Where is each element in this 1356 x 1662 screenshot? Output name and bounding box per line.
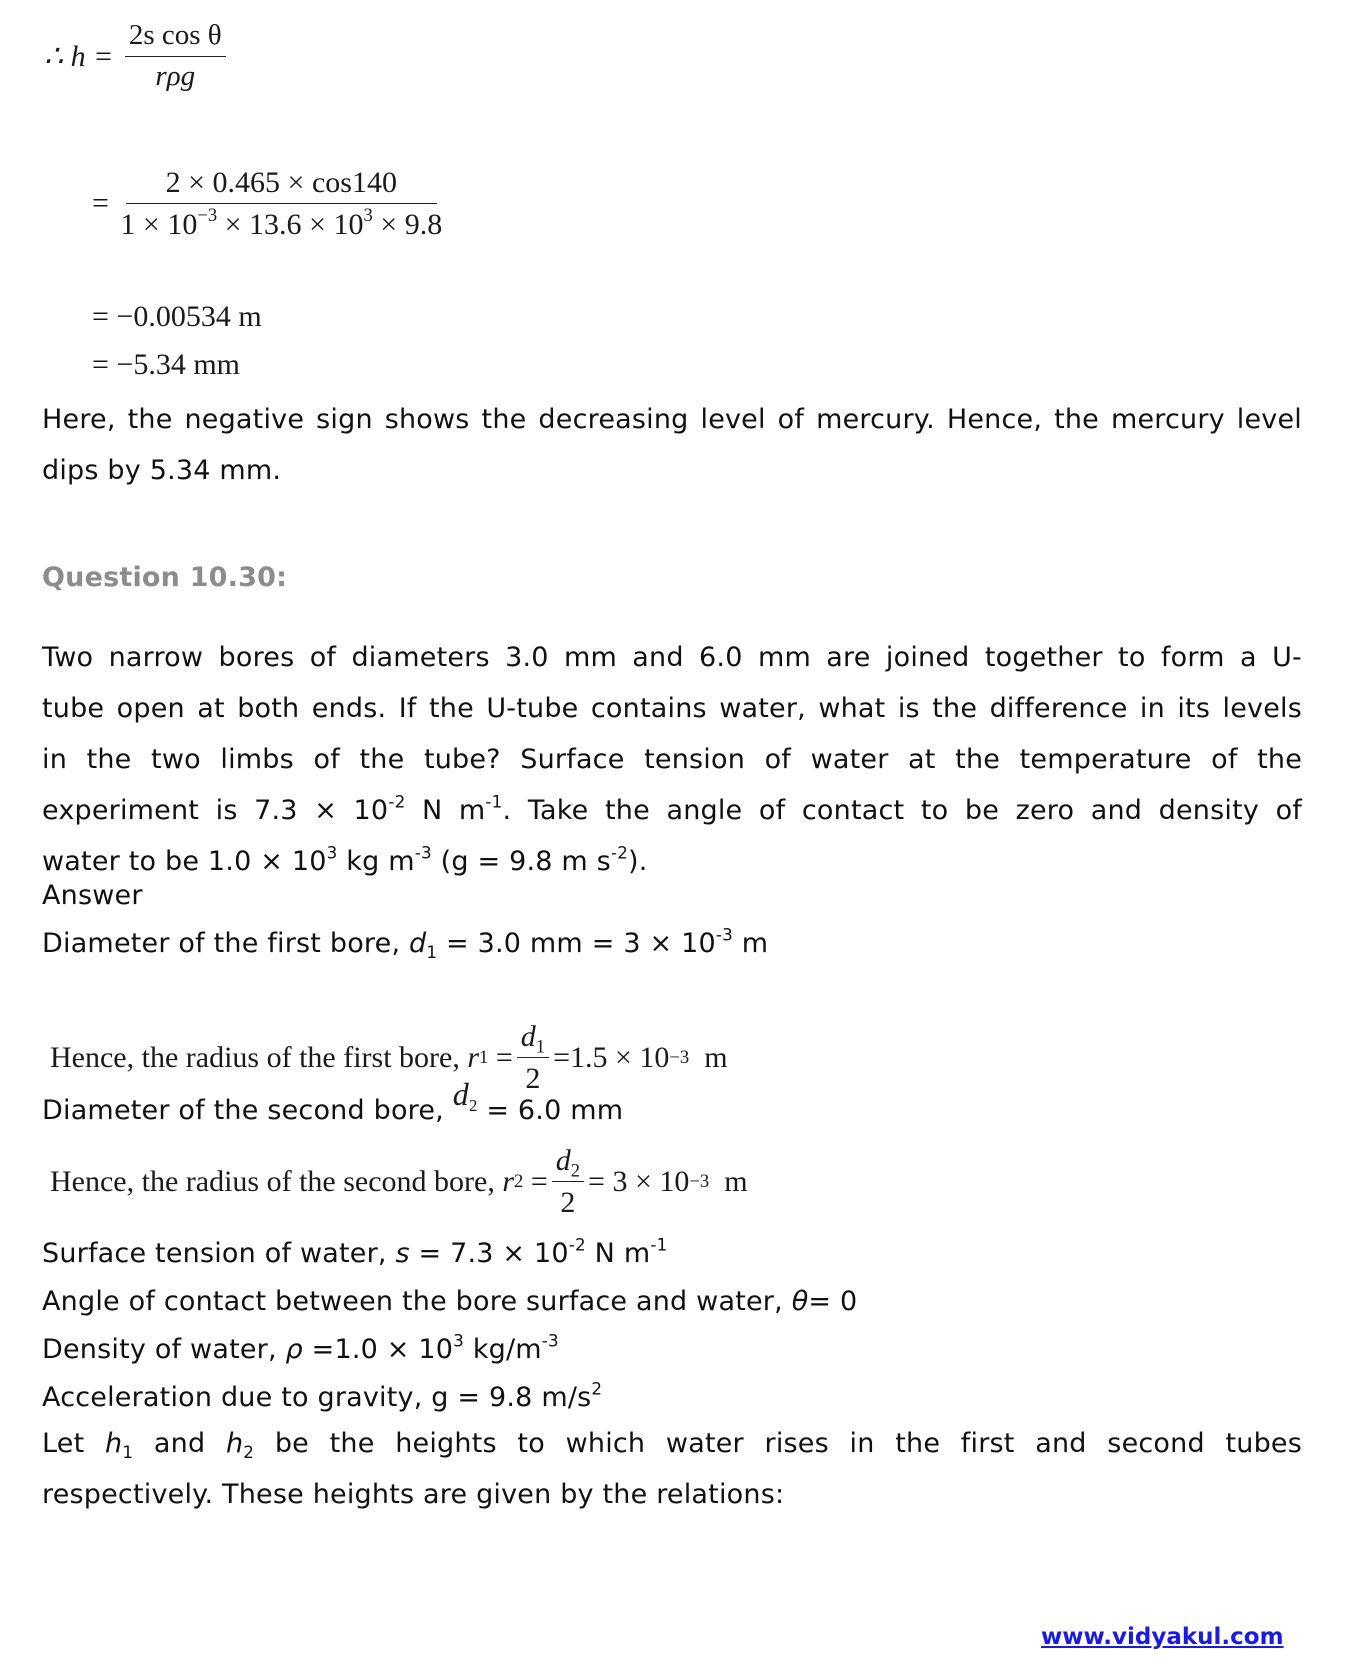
text-run: water to be 1.0 × 10 bbox=[42, 846, 327, 877]
exponent: -2 bbox=[568, 1234, 586, 1255]
denominator-part: 1 × 10 bbox=[120, 208, 198, 241]
equation-h-formula bbox=[44, 20, 226, 93]
exponent: 3 bbox=[363, 204, 373, 226]
fraction bbox=[116, 166, 446, 241]
fraction-numerator: 2 × 0.465 × cos140 bbox=[126, 166, 437, 204]
first-bore-radius: Hence, the radius of the first bore, r 1 = $\frac{d_1}{2}$ =1.5 × 10 −3 m bbox=[50, 1020, 728, 1095]
exponent: -3 bbox=[541, 1330, 559, 1351]
exponent: 3 bbox=[326, 842, 338, 863]
text-line bbox=[42, 842, 648, 877]
text-run: Angle of contact between the bore surface and water, bbox=[42, 1286, 792, 1317]
text-line: dips by 5.34 mm. bbox=[42, 455, 282, 486]
equation-lhs: ∴ h = bbox=[44, 39, 114, 73]
variable: d bbox=[409, 928, 427, 959]
denominator-part: × 13.6 × 10 bbox=[217, 208, 364, 241]
exponent: −3 bbox=[197, 204, 218, 226]
text-run: . Take the angle of contact to be zero and density of bbox=[502, 795, 1303, 826]
text-run: Hence, the radius of the first bore, bbox=[50, 1040, 468, 1074]
equation-h-values bbox=[92, 166, 446, 241]
surface-tension-line bbox=[42, 1234, 668, 1269]
first-bore-diameter bbox=[42, 924, 769, 962]
text-run: ). bbox=[628, 846, 648, 877]
result-millimeters: = −5.34 mm bbox=[92, 348, 241, 381]
text-run: experiment is 7.3 × 10 bbox=[42, 795, 389, 826]
exponent: -2 bbox=[388, 791, 406, 812]
exponent: 3 bbox=[453, 1330, 465, 1351]
denominator-part: × 9.8 bbox=[372, 208, 443, 241]
text-run: = 3.0 mm = 3 × 10 bbox=[437, 928, 716, 959]
subscript: 2 bbox=[243, 1441, 255, 1462]
fraction-numerator bbox=[552, 1144, 584, 1182]
variable: r bbox=[467, 1040, 480, 1074]
subscript: 1 bbox=[535, 1036, 546, 1058]
text-run: N m bbox=[585, 1238, 651, 1269]
exponent: -1 bbox=[485, 791, 503, 812]
fraction bbox=[125, 20, 226, 93]
text-line: Two narrow bores of diameters 3.0 mm and 6.0 mm are joined together to form a U- bbox=[42, 642, 1302, 673]
fraction-denominator bbox=[116, 204, 446, 241]
equals-sign: = bbox=[523, 1164, 548, 1198]
text-run: m bbox=[709, 1164, 748, 1198]
subscript: 1 bbox=[426, 941, 438, 962]
text-line bbox=[42, 1418, 1302, 1469]
text-line: in the two limbs of the tube? Surface tension of water at the temperature of the bbox=[42, 744, 1302, 775]
text-run: N m bbox=[405, 795, 486, 826]
text-run: Let bbox=[42, 1428, 106, 1459]
text-line: Here, the negative sign shows the decreasing level of mercury. Hence, the mercury level bbox=[42, 404, 1302, 435]
text-run: kg/m bbox=[464, 1334, 542, 1365]
result-meters: = −0.00534 m bbox=[92, 300, 262, 333]
variable: s bbox=[395, 1238, 410, 1269]
density-line bbox=[42, 1330, 559, 1365]
fraction-denominator: rρg bbox=[155, 59, 196, 92]
heights-paragraph bbox=[42, 1418, 1302, 1520]
second-bore-radius: Hence, the radius of the second bore, r 2 = $\frac{d_2}{2}$ = 3 × 10 −3 m bbox=[50, 1144, 748, 1219]
exponent: -2 bbox=[610, 842, 629, 863]
gravity-line bbox=[42, 1378, 603, 1413]
equals-sign: = bbox=[488, 1040, 513, 1074]
variable: h bbox=[105, 1428, 123, 1459]
variable: d bbox=[452, 1076, 469, 1112]
variable: r bbox=[502, 1164, 515, 1198]
conclusion-paragraph bbox=[42, 394, 1302, 496]
text-run: Surface tension of water, bbox=[42, 1238, 396, 1269]
fraction-denominator: 2 bbox=[560, 1186, 576, 1219]
exponent: 2 bbox=[591, 1378, 603, 1399]
fraction-numerator: 2s cos θ bbox=[125, 20, 226, 57]
text-run: m bbox=[732, 928, 769, 959]
fraction bbox=[517, 1020, 549, 1095]
text-run: = 7.3 × 10 bbox=[409, 1238, 569, 1269]
text-run: and bbox=[133, 1428, 226, 1459]
text-line: tube open at both ends. If the U-tube contains water, what is the difference in its levels bbox=[42, 693, 1302, 724]
subscript: 1 bbox=[122, 1441, 134, 1462]
variable: h bbox=[225, 1428, 244, 1459]
variable: d bbox=[520, 1020, 536, 1053]
equals-sign: = bbox=[92, 186, 109, 220]
fraction-denominator: 2 bbox=[525, 1062, 541, 1095]
subscript: 2 bbox=[468, 1095, 478, 1115]
text-run: = 6.0 mm bbox=[477, 1095, 624, 1126]
text-run: m bbox=[689, 1040, 728, 1074]
fraction bbox=[552, 1144, 584, 1219]
text-run: (g = 9.8 m s bbox=[431, 846, 611, 877]
text-run: Density of water, bbox=[42, 1334, 286, 1365]
question-heading: Question 10.30: bbox=[42, 562, 288, 593]
exponent: -3 bbox=[414, 842, 432, 863]
text-run: Diameter of the first bore, bbox=[42, 928, 410, 959]
second-bore-diameter bbox=[42, 1076, 624, 1127]
text-run: Diameter of the second bore, bbox=[42, 1095, 453, 1126]
text-line bbox=[42, 785, 1302, 836]
variable: θ bbox=[791, 1286, 809, 1317]
text-run: =1.0 × 10 bbox=[302, 1334, 454, 1365]
exponent: -3 bbox=[715, 924, 733, 945]
variable: ρ bbox=[285, 1334, 303, 1365]
fraction-numerator bbox=[517, 1020, 549, 1058]
answer-label: Answer bbox=[42, 880, 143, 911]
subscript: 2 bbox=[570, 1160, 581, 1182]
text-run: kg m bbox=[337, 846, 415, 877]
text-line: respectively. These heights are given by the relations: bbox=[42, 1479, 785, 1510]
text-run: = 3 × 10 bbox=[588, 1164, 690, 1198]
variable: d bbox=[555, 1144, 571, 1177]
text-run: Acceleration due to gravity, g = 9.8 m/s bbox=[42, 1382, 592, 1413]
text-run: be the heights to which water rises in the first and second tubes bbox=[254, 1428, 1302, 1459]
question-paragraph bbox=[42, 632, 1302, 887]
text-run: Hence, the radius of the second bore, bbox=[50, 1164, 503, 1198]
footer-website-link[interactable]: www.vidyakul.com bbox=[1041, 1624, 1284, 1650]
contact-angle-line bbox=[42, 1286, 857, 1317]
exponent: -1 bbox=[650, 1234, 668, 1255]
text-run: = 0 bbox=[808, 1286, 858, 1317]
text-run: =1.5 × 10 bbox=[553, 1040, 670, 1074]
